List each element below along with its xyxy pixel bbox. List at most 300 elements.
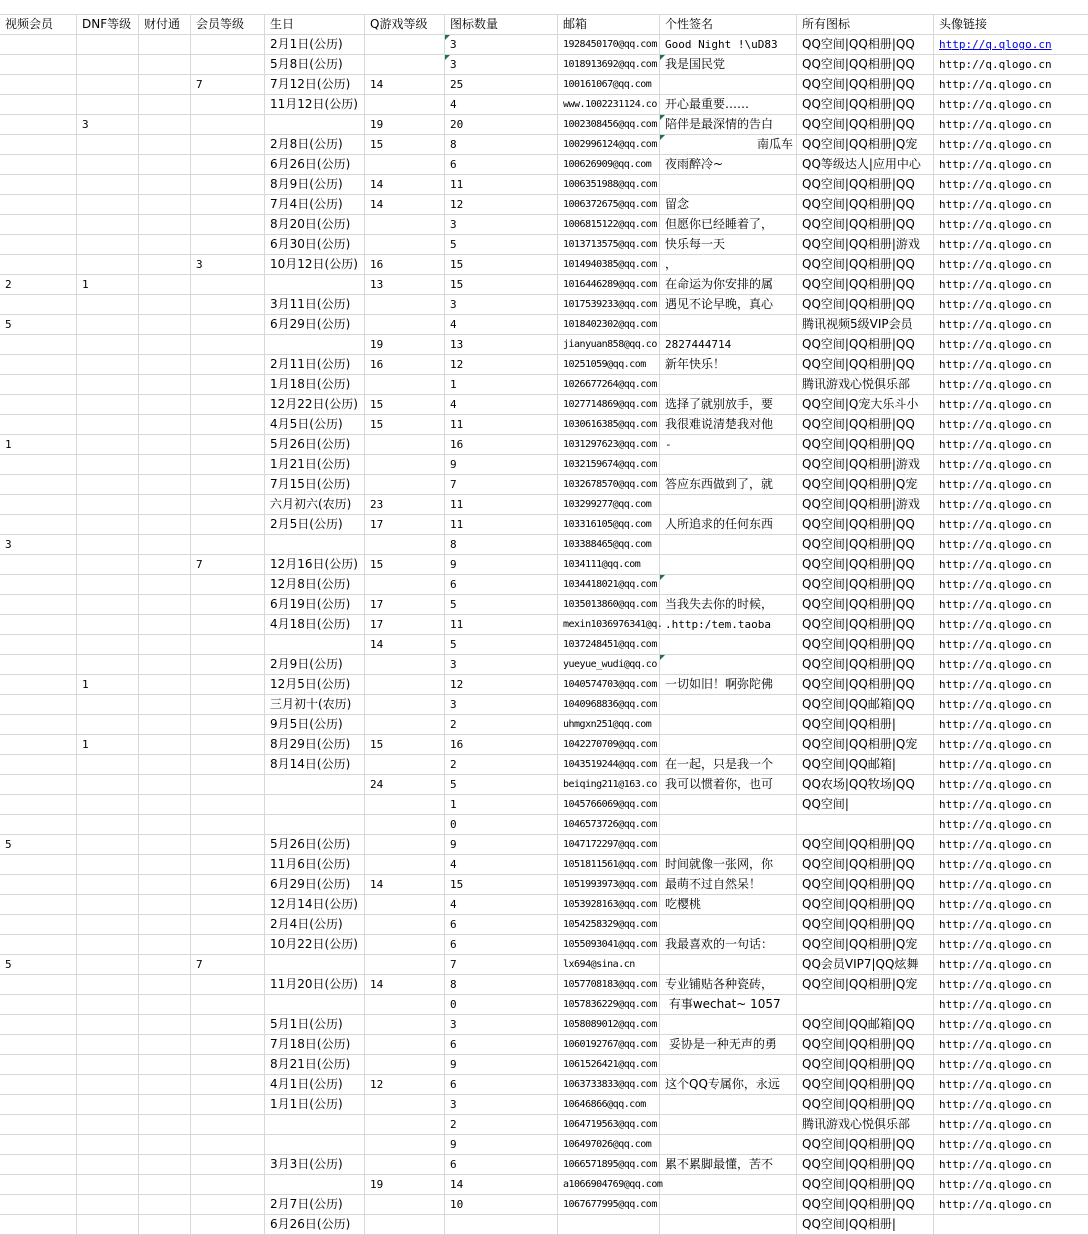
cell[interactable]: [139, 375, 191, 395]
cell[interactable]: 1051993973@qq.com: [558, 875, 660, 895]
cell[interactable]: 1051811561@qq.com: [558, 855, 660, 875]
cell[interactable]: [0, 455, 77, 475]
cell[interactable]: 6: [445, 1035, 558, 1055]
cell[interactable]: 14: [365, 175, 445, 195]
cell[interactable]: [660, 535, 797, 555]
cell[interactable]: [139, 455, 191, 475]
cell[interactable]: [191, 455, 265, 475]
cell[interactable]: [660, 495, 797, 515]
cell[interactable]: 16: [445, 735, 558, 755]
cell[interactable]: [0, 1215, 77, 1235]
cell[interactable]: 在命运为你安排的属: [660, 275, 797, 295]
cell[interactable]: [191, 395, 265, 415]
cell[interactable]: 19: [365, 115, 445, 135]
cell[interactable]: 4月5日(公历): [265, 415, 365, 435]
cell[interactable]: [77, 775, 139, 795]
cell[interactable]: 9: [445, 835, 558, 855]
cell[interactable]: http://q.qlogo.cn: [934, 55, 1088, 75]
cell[interactable]: [191, 175, 265, 195]
cell[interactable]: 4月1日(公历): [265, 1075, 365, 1095]
cell[interactable]: 7: [445, 955, 558, 975]
cell[interactable]: 1002996124@qq.com: [558, 135, 660, 155]
cell[interactable]: 8月20日(公历): [265, 215, 365, 235]
cell[interactable]: http://q.qlogo.cn: [934, 1095, 1088, 1115]
cell[interactable]: 快乐每一天: [660, 235, 797, 255]
cell[interactable]: [0, 75, 77, 95]
cell[interactable]: 16: [365, 355, 445, 375]
cell[interactable]: 1018913692@qq.com: [558, 55, 660, 75]
cell[interactable]: [139, 1015, 191, 1035]
cell[interactable]: 1054258329@qq.com: [558, 915, 660, 935]
cell[interactable]: QQ空间|QQ相册|QQ: [797, 415, 934, 435]
cell[interactable]: 17: [365, 615, 445, 635]
cell[interactable]: http://q.qlogo.cn: [934, 1155, 1088, 1175]
cell[interactable]: http://q.qlogo.cn: [934, 515, 1088, 535]
cell[interactable]: [139, 775, 191, 795]
cell[interactable]: 6: [445, 575, 558, 595]
cell[interactable]: 1032159674@qq.com: [558, 455, 660, 475]
cell[interactable]: 100626909@qq.com: [558, 155, 660, 175]
cell[interactable]: [77, 1075, 139, 1095]
cell[interactable]: [77, 995, 139, 1015]
cell[interactable]: 14: [365, 875, 445, 895]
cell[interactable]: 3月3日(公历): [265, 1155, 365, 1175]
cell[interactable]: 1045766069@qq.com: [558, 795, 660, 815]
cell[interactable]: [660, 795, 797, 815]
cell[interactable]: [797, 995, 934, 1015]
cell[interactable]: [77, 1035, 139, 1055]
cell[interactable]: 15: [365, 395, 445, 415]
cell[interactable]: [0, 335, 77, 355]
cell[interactable]: [365, 295, 445, 315]
cell[interactable]: [365, 955, 445, 975]
cell[interactable]: QQ空间|QQ相册|QQ: [797, 1155, 934, 1175]
cell[interactable]: [191, 435, 265, 455]
cell[interactable]: [77, 495, 139, 515]
cell[interactable]: 当我失去你的时候，: [660, 595, 797, 615]
cell[interactable]: 我最喜欢的一句话：: [660, 935, 797, 955]
cell[interactable]: [139, 555, 191, 575]
cell[interactable]: 5月1日(公历): [265, 1015, 365, 1035]
cell[interactable]: [77, 695, 139, 715]
cell[interactable]: [139, 275, 191, 295]
cell[interactable]: 6: [445, 1075, 558, 1095]
cell[interactable]: [0, 375, 77, 395]
cell[interactable]: http://q.qlogo.cn: [934, 795, 1088, 815]
cell[interactable]: [139, 215, 191, 235]
cell[interactable]: [660, 1175, 797, 1195]
cell[interactable]: [0, 575, 77, 595]
cell[interactable]: [191, 1215, 265, 1235]
cell[interactable]: 4: [445, 895, 558, 915]
cell[interactable]: [0, 415, 77, 435]
cell[interactable]: 腾讯游戏心悦俱乐部: [797, 1115, 934, 1135]
cell[interactable]: 2月5日(公历): [265, 515, 365, 535]
cell[interactable]: [77, 855, 139, 875]
cell[interactable]: [139, 75, 191, 95]
cell[interactable]: [191, 755, 265, 775]
cell[interactable]: [191, 35, 265, 55]
cell[interactable]: 7月4日(公历): [265, 195, 365, 215]
cell[interactable]: 0: [445, 995, 558, 1015]
cell[interactable]: 1035013860@qq.com: [558, 595, 660, 615]
cell[interactable]: [77, 295, 139, 315]
cell[interactable]: 1057708183@qq.com: [558, 975, 660, 995]
cell[interactable]: [191, 135, 265, 155]
cell[interactable]: [139, 175, 191, 195]
cell[interactable]: [365, 535, 445, 555]
cell[interactable]: [0, 655, 77, 675]
cell[interactable]: [139, 315, 191, 335]
cell[interactable]: [139, 1035, 191, 1055]
cell[interactable]: [191, 675, 265, 695]
cell[interactable]: 1006372675@qq.com: [558, 195, 660, 215]
cell[interactable]: 11: [445, 495, 558, 515]
cell[interactable]: [191, 355, 265, 375]
cell[interactable]: 1026677264@qq.com: [558, 375, 660, 395]
cell[interactable]: jianyuan858@qq.co: [558, 335, 660, 355]
cell[interactable]: [365, 1015, 445, 1035]
cell[interactable]: 19: [365, 1175, 445, 1195]
cell[interactable]: [0, 1055, 77, 1075]
cell[interactable]: 累不累脚最懂，苦不: [660, 1155, 797, 1175]
cell[interactable]: [191, 115, 265, 135]
cell[interactable]: [77, 835, 139, 855]
cell[interactable]: 2月11日(公历): [265, 355, 365, 375]
cell[interactable]: uhmgxn251@qq.com: [558, 715, 660, 735]
cell[interactable]: [139, 495, 191, 515]
cell[interactable]: [365, 235, 445, 255]
header-cell[interactable]: DNF等级: [77, 15, 139, 35]
cell[interactable]: [191, 295, 265, 315]
cell[interactable]: 17: [365, 515, 445, 535]
cell[interactable]: [191, 195, 265, 215]
cell[interactable]: 7月18日(公历): [265, 1035, 365, 1055]
cell[interactable]: [77, 455, 139, 475]
cell[interactable]: 1: [445, 795, 558, 815]
cell[interactable]: [445, 1215, 558, 1235]
cell[interactable]: [660, 1015, 797, 1035]
cell[interactable]: 16: [365, 255, 445, 275]
cell[interactable]: [265, 775, 365, 795]
cell[interactable]: [77, 315, 139, 335]
cell[interactable]: 最萌不过自然呆！: [660, 875, 797, 895]
cell[interactable]: [77, 335, 139, 355]
cell[interactable]: 12月14日(公历): [265, 895, 365, 915]
cell[interactable]: http://q.qlogo.cn: [934, 295, 1088, 315]
cell[interactable]: [660, 955, 797, 975]
cell[interactable]: 1067677995@qq.com: [558, 1195, 660, 1215]
cell[interactable]: [191, 155, 265, 175]
cell[interactable]: 3: [445, 1015, 558, 1035]
cell[interactable]: QQ空间|QQ相册|QQ: [797, 1175, 934, 1195]
cell[interactable]: http://q.qlogo.cn: [934, 435, 1088, 455]
cell[interactable]: [191, 1035, 265, 1055]
cell[interactable]: [139, 855, 191, 875]
cell[interactable]: 12: [445, 195, 558, 215]
cell[interactable]: QQ会员VIP7|QQ炫舞: [797, 955, 934, 975]
cell[interactable]: QQ空间|QQ相册|QQ: [797, 895, 934, 915]
cell[interactable]: 12月22日(公历): [265, 395, 365, 415]
cell[interactable]: [77, 955, 139, 975]
cell[interactable]: http://q.qlogo.cn: [934, 935, 1088, 955]
cell[interactable]: [265, 1135, 365, 1155]
cell[interactable]: 4: [445, 315, 558, 335]
cell[interactable]: yueyue_wudi@qq.co: [558, 655, 660, 675]
cell[interactable]: [0, 1195, 77, 1215]
cell[interactable]: 1037248451@qq.com: [558, 635, 660, 655]
cell[interactable]: QQ等级达人|应用中心: [797, 155, 934, 175]
cell[interactable]: [139, 635, 191, 655]
header-cell[interactable]: 图标数量: [445, 15, 558, 35]
cell[interactable]: [0, 795, 77, 815]
cell[interactable]: [0, 1135, 77, 1155]
cell[interactable]: 开心最重要……: [660, 95, 797, 115]
cell[interactable]: 106497026@qq.com: [558, 1135, 660, 1155]
cell[interactable]: [0, 215, 77, 235]
cell[interactable]: [191, 375, 265, 395]
cell[interactable]: 夜雨醉冷~: [660, 155, 797, 175]
cell[interactable]: QQ空间|QQ相册|Q宠: [797, 975, 934, 995]
cell[interactable]: QQ空间|QQ相册|游戏: [797, 455, 934, 475]
cell[interactable]: [660, 1055, 797, 1075]
cell[interactable]: 1006815122@qq.com: [558, 215, 660, 235]
cell[interactable]: [265, 115, 365, 135]
cell[interactable]: [191, 1135, 265, 1155]
cell[interactable]: [660, 1215, 797, 1235]
cell[interactable]: http://q.qlogo.cn: [934, 175, 1088, 195]
cell[interactable]: [0, 595, 77, 615]
avatar-link[interactable]: http://q.qlogo.cn: [939, 38, 1052, 51]
cell[interactable]: http://q.qlogo.cn: [934, 235, 1088, 255]
cell[interactable]: [191, 615, 265, 635]
cell[interactable]: -: [660, 435, 797, 455]
cell[interactable]: [365, 935, 445, 955]
cell[interactable]: http://q.qlogo.cn: [934, 535, 1088, 555]
cell[interactable]: QQ空间|QQ相册|QQ: [797, 1075, 934, 1095]
cell[interactable]: 103316105@qq.com: [558, 515, 660, 535]
cell[interactable]: QQ空间|QQ相册|QQ: [797, 1135, 934, 1155]
header-cell[interactable]: 财付通: [139, 15, 191, 35]
header-cell[interactable]: Q游戏等级: [365, 15, 445, 35]
cell[interactable]: [365, 1135, 445, 1155]
cell[interactable]: [0, 55, 77, 75]
cell[interactable]: [191, 695, 265, 715]
cell[interactable]: http://q.qlogo.cn: [934, 1115, 1088, 1135]
cell[interactable]: [139, 395, 191, 415]
cell[interactable]: [0, 675, 77, 695]
cell[interactable]: [797, 815, 934, 835]
cell[interactable]: [139, 415, 191, 435]
cell[interactable]: [77, 815, 139, 835]
cell[interactable]: [0, 515, 77, 535]
cell[interactable]: [365, 55, 445, 75]
cell[interactable]: [0, 975, 77, 995]
cell[interactable]: 1032678570@qq.com: [558, 475, 660, 495]
cell[interactable]: [139, 355, 191, 375]
cell[interactable]: 我很难说清楚我对他: [660, 415, 797, 435]
cell[interactable]: [365, 435, 445, 455]
cell[interactable]: 15: [445, 875, 558, 895]
cell[interactable]: [77, 635, 139, 655]
cell[interactable]: http://q.qlogo.cn: [934, 455, 1088, 475]
cell[interactable]: http://q.qlogo.cn: [934, 215, 1088, 235]
cell[interactable]: [265, 955, 365, 975]
cell[interactable]: http://q.qlogo.cn: [934, 555, 1088, 575]
cell[interactable]: [191, 915, 265, 935]
cell[interactable]: [191, 1155, 265, 1175]
cell[interactable]: http://q.qlogo.cn: [934, 155, 1088, 175]
cell[interactable]: [191, 995, 265, 1015]
cell[interactable]: [77, 1195, 139, 1215]
cell[interactable]: [660, 735, 797, 755]
cell[interactable]: 7: [191, 75, 265, 95]
cell[interactable]: [139, 95, 191, 115]
cell[interactable]: 1928450170@qq.com: [558, 35, 660, 55]
cell[interactable]: 15: [365, 135, 445, 155]
cell[interactable]: 2: [445, 715, 558, 735]
cell[interactable]: 1月18日(公历): [265, 375, 365, 395]
cell[interactable]: http://q.qlogo.cn: [934, 355, 1088, 375]
cell[interactable]: a1066904769@qq.com: [558, 1175, 660, 1195]
cell[interactable]: http://q.qlogo.cn: [934, 1195, 1088, 1215]
cell[interactable]: [191, 535, 265, 555]
cell[interactable]: 6: [445, 1155, 558, 1175]
cell[interactable]: QQ空间|QQ相册|QQ: [797, 435, 934, 455]
cell[interactable]: 0: [445, 815, 558, 835]
cell[interactable]: 1061526421@qq.com: [558, 1055, 660, 1075]
cell[interactable]: [139, 995, 191, 1015]
cell[interactable]: 6月19日(公历): [265, 595, 365, 615]
cell[interactable]: [139, 235, 191, 255]
cell[interactable]: QQ空间|QQ相册|QQ: [797, 1195, 934, 1215]
cell[interactable]: [660, 915, 797, 935]
cell[interactable]: http://q.qlogo.cn: [934, 255, 1088, 275]
cell[interactable]: [77, 155, 139, 175]
cell[interactable]: [139, 1135, 191, 1155]
cell[interactable]: 妥协是一种无声的勇: [660, 1035, 797, 1055]
cell[interactable]: [0, 155, 77, 175]
cell[interactable]: QQ空间|QQ相册|: [797, 715, 934, 735]
cell[interactable]: 25: [445, 75, 558, 95]
cell[interactable]: [0, 915, 77, 935]
cell[interactable]: [139, 1195, 191, 1215]
cell[interactable]: QQ农场|QQ牧场|QQ: [797, 775, 934, 795]
cell[interactable]: [0, 35, 77, 55]
cell[interactable]: 2: [445, 755, 558, 775]
cell[interactable]: QQ空间|QQ相册|游戏: [797, 235, 934, 255]
header-cell[interactable]: 个性签名: [660, 15, 797, 35]
cell[interactable]: http://q.qlogo.cn: [934, 815, 1088, 835]
cell[interactable]: [77, 935, 139, 955]
cell[interactable]: 4: [445, 95, 558, 115]
cell[interactable]: [191, 1075, 265, 1095]
cell[interactable]: [77, 875, 139, 895]
cell[interactable]: [139, 295, 191, 315]
cell[interactable]: 23: [365, 495, 445, 515]
cell[interactable]: 7: [445, 475, 558, 495]
cell[interactable]: 1018402302@qq.com: [558, 315, 660, 335]
cell[interactable]: 7月15日(公历): [265, 475, 365, 495]
cell[interactable]: [0, 635, 77, 655]
cell[interactable]: www.1002231124.co: [558, 95, 660, 115]
cell[interactable]: http://q.qlogo.cn: [934, 755, 1088, 775]
cell[interactable]: http://q.qlogo.cn: [934, 735, 1088, 755]
cell[interactable]: QQ空间|QQ相册|Q宠: [797, 935, 934, 955]
cell[interactable]: QQ空间|QQ相册|QQ: [797, 595, 934, 615]
cell[interactable]: [365, 575, 445, 595]
cell[interactable]: ，: [660, 255, 797, 275]
cell[interactable]: 16: [445, 435, 558, 455]
cell[interactable]: [660, 815, 797, 835]
cell[interactable]: 1016446289@qq.com: [558, 275, 660, 295]
cell[interactable]: 14: [365, 975, 445, 995]
cell[interactable]: [265, 1115, 365, 1135]
cell[interactable]: [139, 815, 191, 835]
cell[interactable]: 3: [445, 55, 558, 75]
cell[interactable]: 19: [365, 335, 445, 355]
cell[interactable]: 11: [445, 175, 558, 195]
cell[interactable]: 100161067@qq.com: [558, 75, 660, 95]
cell[interactable]: http://q.qlogo.cn: [934, 875, 1088, 895]
cell[interactable]: [0, 355, 77, 375]
cell[interactable]: http://q.qlogo.cn: [934, 495, 1088, 515]
cell[interactable]: [77, 1175, 139, 1195]
cell[interactable]: 7: [191, 955, 265, 975]
cell[interactable]: http://q.qlogo.cn: [934, 855, 1088, 875]
cell[interactable]: [139, 535, 191, 555]
cell[interactable]: 12: [445, 675, 558, 695]
cell[interactable]: [0, 195, 77, 215]
cell[interactable]: [265, 815, 365, 835]
cell[interactable]: QQ空间|QQ相册|QQ: [797, 635, 934, 655]
cell[interactable]: QQ空间|QQ相册|QQ: [797, 855, 934, 875]
cell[interactable]: [365, 715, 445, 735]
cell[interactable]: 2月8日(公历): [265, 135, 365, 155]
cell[interactable]: 2月7日(公历): [265, 1195, 365, 1215]
cell[interactable]: 11: [445, 615, 558, 635]
cell[interactable]: 1030616385@qq.com: [558, 415, 660, 435]
cell[interactable]: mexin1036976341@q.: [558, 615, 660, 635]
cell[interactable]: QQ空间|QQ邮箱|: [797, 755, 934, 775]
cell[interactable]: [77, 215, 139, 235]
cell[interactable]: [191, 95, 265, 115]
cell[interactable]: http://q.qlogo.cn: [934, 1055, 1088, 1075]
cell[interactable]: [139, 595, 191, 615]
cell[interactable]: [77, 255, 139, 275]
cell[interactable]: http://q.qlogo.cn: [934, 275, 1088, 295]
cell[interactable]: [139, 195, 191, 215]
header-cell[interactable]: 视频会员: [0, 15, 77, 35]
cell[interactable]: 1064719563@qq.com: [558, 1115, 660, 1135]
cell[interactable]: http://q.qlogo.cn: [934, 335, 1088, 355]
cell[interactable]: http://q.qlogo.cn: [934, 95, 1088, 115]
cell[interactable]: Good Night !\uD83: [660, 35, 797, 55]
cell[interactable]: [139, 835, 191, 855]
cell[interactable]: 14: [365, 195, 445, 215]
cell[interactable]: .http:/tem.taoba: [660, 615, 797, 635]
cell[interactable]: 吃樱桃: [660, 895, 797, 915]
cell[interactable]: [191, 875, 265, 895]
cell[interactable]: 14: [445, 1175, 558, 1195]
cell[interactable]: [139, 735, 191, 755]
cell[interactable]: [0, 395, 77, 415]
cell[interactable]: QQ空间|QQ相册|QQ: [797, 295, 934, 315]
cell[interactable]: [0, 855, 77, 875]
cell[interactable]: [139, 35, 191, 55]
cell[interactable]: 2: [0, 275, 77, 295]
cell[interactable]: [139, 875, 191, 895]
